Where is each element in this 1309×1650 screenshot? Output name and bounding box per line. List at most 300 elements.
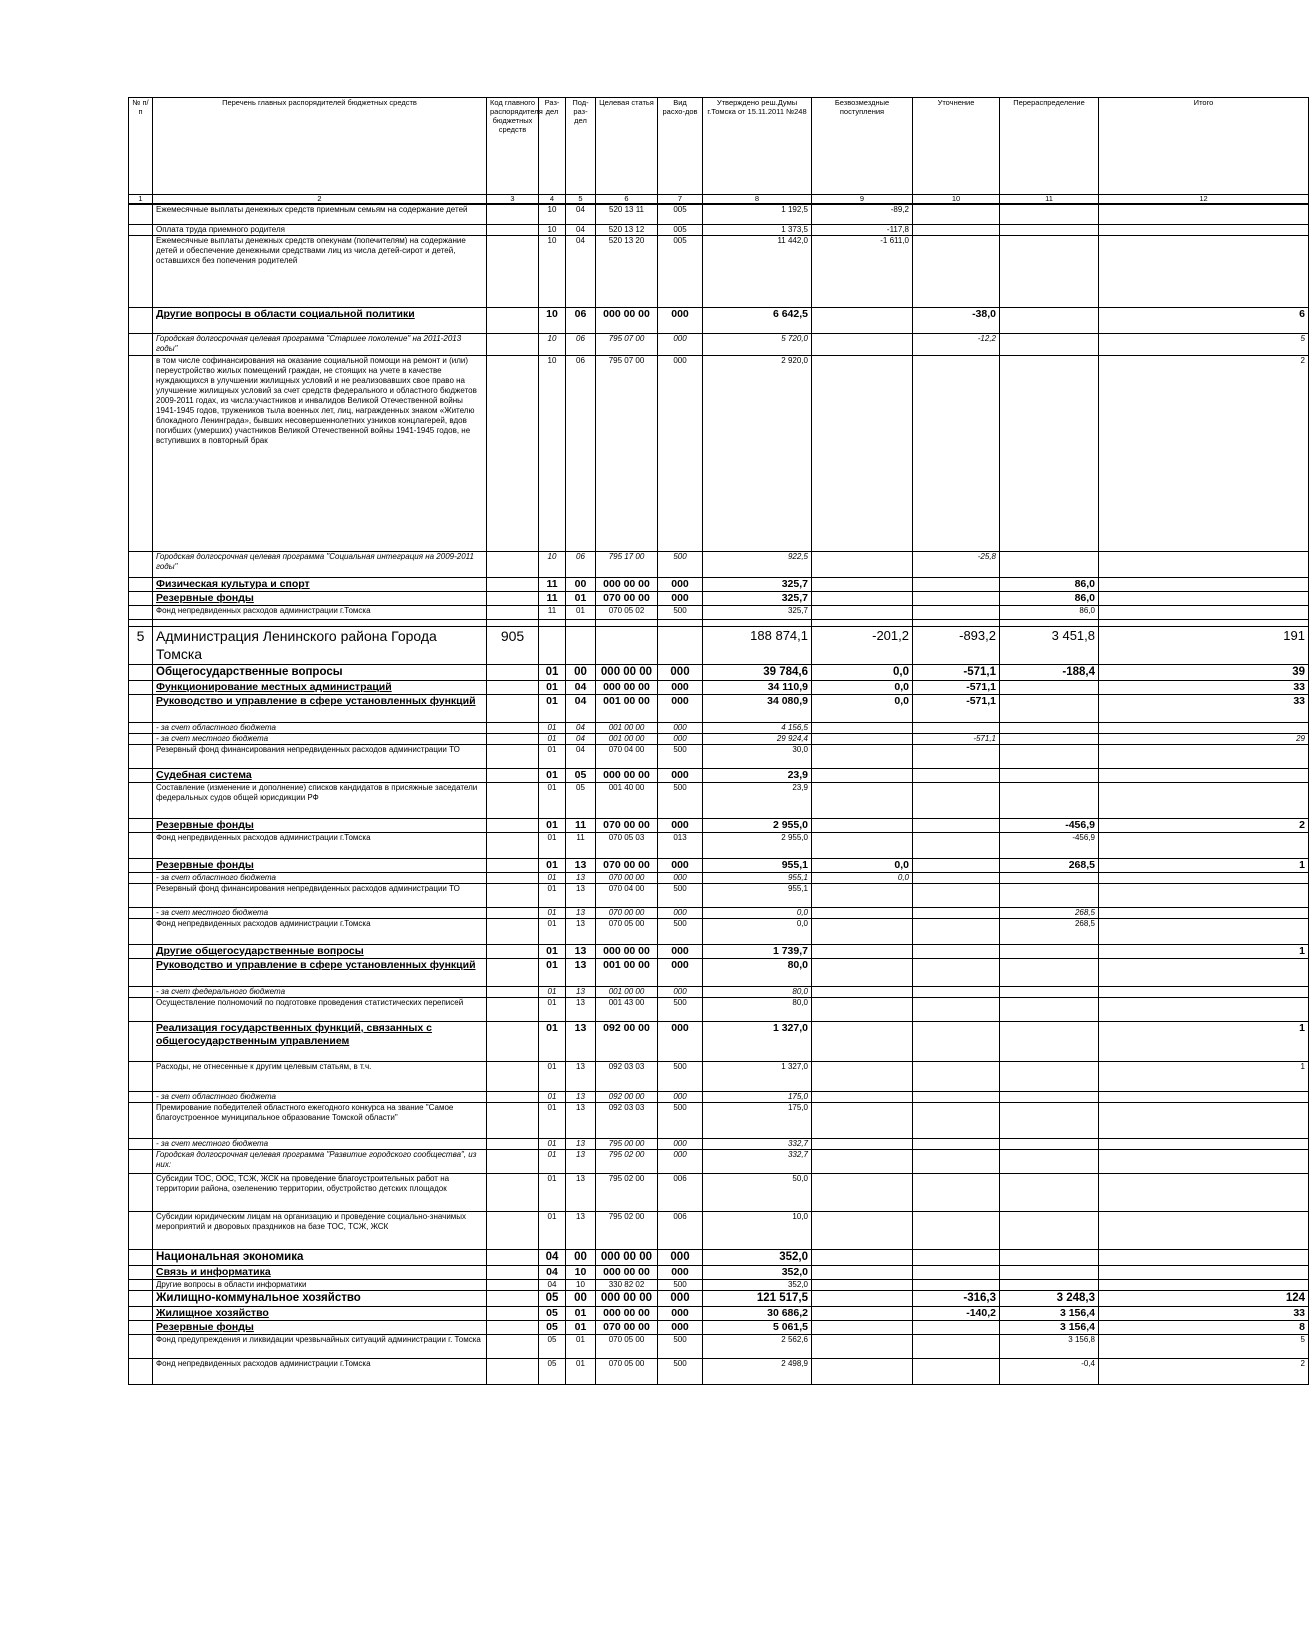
total-amount [1099, 986, 1309, 997]
razdel-code: 01 [539, 1102, 566, 1138]
row-number [129, 1061, 153, 1091]
approved-amount: 955,1 [703, 883, 812, 907]
row-number [129, 235, 153, 307]
expense-type-code: 500 [658, 1334, 703, 1358]
total-amount: 5 [1099, 1334, 1309, 1358]
expense-type-code: 000 [658, 1265, 703, 1279]
expense-type-code: 000 [658, 355, 703, 551]
spacer-cell [539, 619, 566, 626]
chief-admin-code: 905 [487, 626, 539, 664]
total-amount [1099, 722, 1309, 733]
target-article-code: 092 00 00 [596, 1091, 658, 1102]
redistribution-amount [1000, 1173, 1099, 1211]
razdel-code: 04 [539, 1279, 566, 1290]
razdel-code: 10 [539, 235, 566, 307]
row-number [129, 1138, 153, 1149]
table-row [129, 1358, 1309, 1384]
expense-type-code: 000 [658, 1149, 703, 1173]
refinement-amount: -571,1 [913, 694, 1000, 722]
chief-admin-code [487, 1138, 539, 1149]
table-row [129, 694, 1309, 722]
total-amount [1099, 605, 1309, 619]
razdel-code: 10 [539, 204, 566, 224]
row-number: 5 [129, 626, 153, 664]
target-article-code: 795 00 00 [596, 1138, 658, 1149]
target-article-code: 795 07 00 [596, 355, 658, 551]
chief-admin-code [487, 782, 539, 818]
expense-type-code: 500 [658, 883, 703, 907]
chief-admin-code [487, 1306, 539, 1320]
expense-type-code: 000 [658, 907, 703, 918]
table-row [129, 768, 1309, 782]
header-col-5: Под-раз-дел [566, 98, 596, 195]
refinement-amount [913, 997, 1000, 1021]
total-amount: 1 [1099, 944, 1309, 958]
target-article-code [596, 626, 658, 664]
budget-item-name: - за счет областного бюджета [153, 722, 487, 733]
redistribution-amount [1000, 986, 1099, 997]
razdel-code: 10 [539, 355, 566, 551]
razdel-code: 01 [539, 1061, 566, 1091]
col-number: 7 [658, 195, 703, 205]
total-amount: 1 [1099, 1021, 1309, 1061]
budget-item-name: Резервный фонд финансирования непредвиденных расходов администрации ТО [153, 744, 487, 768]
podrazdel-code: 05 [566, 782, 596, 818]
razdel-code: 10 [539, 224, 566, 235]
target-article-code: 000 00 00 [596, 1306, 658, 1320]
podrazdel-code: 13 [566, 918, 596, 944]
refinement-amount [913, 722, 1000, 733]
grants-amount [812, 1061, 913, 1091]
grants-amount: 0,0 [812, 858, 913, 872]
podrazdel-code: 01 [566, 605, 596, 619]
total-amount [1099, 1102, 1309, 1138]
chief-admin-code [487, 958, 539, 986]
razdel-code: 01 [539, 1173, 566, 1211]
chief-admin-code [487, 1290, 539, 1306]
expense-type-code: 000 [658, 664, 703, 680]
chief-admin-code [487, 1265, 539, 1279]
total-amount: 33 [1099, 680, 1309, 694]
table-row [129, 1265, 1309, 1279]
podrazdel-code: 06 [566, 355, 596, 551]
table-row [129, 1138, 1309, 1149]
podrazdel-code: 04 [566, 722, 596, 733]
podrazdel-code: 06 [566, 333, 596, 355]
row-number [129, 768, 153, 782]
target-article-code: 070 05 00 [596, 1334, 658, 1358]
target-article-code: 070 04 00 [596, 744, 658, 768]
podrazdel-code: 04 [566, 235, 596, 307]
total-amount [1099, 768, 1309, 782]
row-number [129, 224, 153, 235]
redistribution-amount [1000, 1279, 1099, 1290]
redistribution-amount [1000, 1061, 1099, 1091]
podrazdel-code: 04 [566, 733, 596, 744]
spacer-cell [1099, 619, 1309, 626]
podrazdel-code: 13 [566, 1138, 596, 1149]
total-amount [1099, 997, 1309, 1021]
row-number [129, 1306, 153, 1320]
refinement-amount [913, 1279, 1000, 1290]
refinement-amount: -38,0 [913, 307, 1000, 333]
podrazdel-code: 00 [566, 1290, 596, 1306]
target-article-code: 330 82 02 [596, 1279, 658, 1290]
approved-amount: 2 955,0 [703, 832, 812, 858]
row-number [129, 958, 153, 986]
chief-admin-code [487, 733, 539, 744]
spacer-cell [1000, 619, 1099, 626]
column-number-row [129, 195, 1309, 205]
target-article-code: 070 04 00 [596, 883, 658, 907]
chief-admin-code [487, 680, 539, 694]
grants-amount [812, 768, 913, 782]
grants-amount: -117,8 [812, 224, 913, 235]
expense-type-code: 000 [658, 694, 703, 722]
razdel-code: 05 [539, 1290, 566, 1306]
grants-amount [812, 958, 913, 986]
podrazdel-code: 00 [566, 1249, 596, 1265]
target-article-code: 520 13 12 [596, 224, 658, 235]
table-row [129, 1279, 1309, 1290]
grants-amount: -1 611,0 [812, 235, 913, 307]
redistribution-amount [1000, 944, 1099, 958]
spacer-cell [812, 619, 913, 626]
target-article-code: 001 00 00 [596, 986, 658, 997]
chief-admin-code [487, 1279, 539, 1290]
budget-item-name: Другие общегосударственные вопросы [153, 944, 487, 958]
grants-amount [812, 818, 913, 832]
expense-type-code: 005 [658, 204, 703, 224]
refinement-amount [913, 872, 1000, 883]
table-row [129, 1173, 1309, 1211]
row-number [129, 1211, 153, 1249]
expense-type-code: 000 [658, 733, 703, 744]
expense-type-code: 000 [658, 1290, 703, 1306]
redistribution-amount [1000, 1265, 1099, 1279]
expense-type-code: 000 [658, 818, 703, 832]
grants-amount [812, 1306, 913, 1320]
refinement-amount [913, 782, 1000, 818]
refinement-amount [913, 591, 1000, 605]
grants-amount [812, 1138, 913, 1149]
table-row [129, 907, 1309, 918]
chief-admin-code [487, 355, 539, 551]
grants-amount [812, 1211, 913, 1249]
approved-amount: 325,7 [703, 591, 812, 605]
total-amount [1099, 832, 1309, 858]
approved-amount: 955,1 [703, 872, 812, 883]
chief-admin-code [487, 722, 539, 733]
row-number [129, 1102, 153, 1138]
razdel-code: 01 [539, 1149, 566, 1173]
target-article-code: 001 00 00 [596, 958, 658, 986]
razdel-code: 01 [539, 1138, 566, 1149]
refinement-amount [913, 744, 1000, 768]
chief-admin-code [487, 818, 539, 832]
total-amount: 2 [1099, 818, 1309, 832]
row-number [129, 1290, 153, 1306]
row-number [129, 944, 153, 958]
razdel-code: 11 [539, 605, 566, 619]
row-number [129, 733, 153, 744]
podrazdel-code: 00 [566, 664, 596, 680]
grants-amount: 0,0 [812, 664, 913, 680]
grants-amount [812, 782, 913, 818]
podrazdel-code: 13 [566, 907, 596, 918]
expense-type-code: 000 [658, 872, 703, 883]
podrazdel-code: 01 [566, 591, 596, 605]
refinement-amount: -316,3 [913, 1290, 1000, 1306]
table-row [129, 1290, 1309, 1306]
target-article-code: 070 05 02 [596, 605, 658, 619]
target-article-code: 795 02 00 [596, 1211, 658, 1249]
spacer-cell [913, 619, 1000, 626]
razdel-code: 10 [539, 307, 566, 333]
grants-amount [812, 1320, 913, 1334]
approved-amount: 80,0 [703, 958, 812, 986]
approved-amount: 175,0 [703, 1091, 812, 1102]
grants-amount [812, 355, 913, 551]
podrazdel-code: 06 [566, 307, 596, 333]
razdel-code: 01 [539, 768, 566, 782]
grants-amount [812, 907, 913, 918]
podrazdel-code: 01 [566, 1334, 596, 1358]
row-number [129, 680, 153, 694]
approved-amount: 188 874,1 [703, 626, 812, 664]
expense-type-code: 500 [658, 1279, 703, 1290]
budget-item-name: - за счет областного бюджета [153, 1091, 487, 1102]
chief-admin-code [487, 694, 539, 722]
podrazdel-code: 10 [566, 1279, 596, 1290]
total-amount: 124 [1099, 1290, 1309, 1306]
expense-type-code: 000 [658, 858, 703, 872]
total-amount: 39 [1099, 664, 1309, 680]
spacer-cell [153, 619, 487, 626]
razdel-code [539, 626, 566, 664]
table-row [129, 818, 1309, 832]
budget-item-name: - за счет местного бюджета [153, 733, 487, 744]
razdel-code: 01 [539, 733, 566, 744]
podrazdel-code: 04 [566, 694, 596, 722]
target-article-code: 000 00 00 [596, 664, 658, 680]
refinement-amount: -12,2 [913, 333, 1000, 355]
approved-amount: 0,0 [703, 907, 812, 918]
grants-amount [812, 307, 913, 333]
refinement-amount [913, 204, 1000, 224]
chief-admin-code [487, 1211, 539, 1249]
chief-admin-code [487, 1021, 539, 1061]
approved-amount: 955,1 [703, 858, 812, 872]
redistribution-amount [1000, 872, 1099, 883]
chief-admin-code [487, 577, 539, 591]
row-number [129, 1249, 153, 1265]
target-article-code: 070 00 00 [596, 872, 658, 883]
table-row [129, 551, 1309, 577]
expense-type-code: 006 [658, 1173, 703, 1211]
grants-amount [812, 577, 913, 591]
budget-item-name: в том числе софинансирования на оказание социальной помощи на ремонт и (или) переустройство жилых помещений граждан, не стоящих на учете в качестве нуждающихся в улучшении жилищных условий и не реализовавших свое право на улучшение жилищных условий за счет средств федерального и областного бюджетов 2009-2011 годах, из числа:участников и инвалидов Великой Отечественной войны 1941-1945 годов, тружеников тыла военных лет, лиц, награжденных знаком «Жителю блокадного Ленинграда», бывших несовершеннолетних узников концлагерей, вдов погибших (умерших) участников Великой Отечественной войны 1941-1945 годов, не вступивших в повторный брак [153, 355, 487, 551]
podrazdel-code: 11 [566, 832, 596, 858]
redistribution-amount [1000, 680, 1099, 694]
table-row [129, 1211, 1309, 1249]
table-row [129, 619, 1309, 626]
table-row [129, 1320, 1309, 1334]
budget-item-name: Субсидии ТОС, ООС, ТСЖ, ЖСК на проведение благоустроительных работ на территории района, озеленению территории, обустройство детских площадок [153, 1173, 487, 1211]
spacer-cell [658, 619, 703, 626]
expense-type-code: 500 [658, 1061, 703, 1091]
table-row [129, 944, 1309, 958]
grants-amount [812, 944, 913, 958]
target-article-code: 000 00 00 [596, 768, 658, 782]
target-article-code: 000 00 00 [596, 577, 658, 591]
chief-admin-code [487, 591, 539, 605]
expense-type-code: 500 [658, 551, 703, 577]
header-col-11: Перераспределение [1000, 98, 1099, 195]
budget-item-name: Фонд непредвиденных расходов администрации г.Томска [153, 918, 487, 944]
target-article-code: 070 00 00 [596, 858, 658, 872]
approved-amount: 325,7 [703, 577, 812, 591]
expense-type-code: 000 [658, 680, 703, 694]
refinement-amount [913, 907, 1000, 918]
redistribution-amount: 3 156,4 [1000, 1320, 1099, 1334]
target-article-code: 000 00 00 [596, 1249, 658, 1265]
podrazdel-code: 04 [566, 680, 596, 694]
redistribution-amount [1000, 744, 1099, 768]
refinement-amount: -893,2 [913, 626, 1000, 664]
chief-admin-code [487, 1334, 539, 1358]
grants-amount [812, 1358, 913, 1384]
table-row [129, 918, 1309, 944]
total-amount [1099, 1091, 1309, 1102]
target-article-code: 000 00 00 [596, 307, 658, 333]
table-row [129, 832, 1309, 858]
podrazdel-code: 13 [566, 986, 596, 997]
budget-item-name: Ежемесячные выплаты денежных средств приемным семьям на содержание детей [153, 204, 487, 224]
razdel-code: 01 [539, 722, 566, 733]
header-col-8: Утверждено реш.Думы г.Томска от 15.11.2011 №248 [703, 98, 812, 195]
podrazdel-code: 13 [566, 944, 596, 958]
total-amount [1099, 958, 1309, 986]
target-article-code: 070 00 00 [596, 818, 658, 832]
approved-amount: 23,9 [703, 782, 812, 818]
razdel-code: 04 [539, 1249, 566, 1265]
budget-item-name: Резервные фонды [153, 818, 487, 832]
grants-amount [812, 733, 913, 744]
redistribution-amount [1000, 722, 1099, 733]
budget-item-name: Резервные фонды [153, 591, 487, 605]
approved-amount: 352,0 [703, 1265, 812, 1279]
header-col-10: Уточнение [913, 98, 1000, 195]
refinement-amount [913, 818, 1000, 832]
budget-item-name: Субсидии юридическим лицам на организацию и проведение социально-значимых мероприятий и дворовых праздников на базе ТОС, ТСЖ, ЖСК [153, 1211, 487, 1249]
row-number [129, 1173, 153, 1211]
budget-item-name: Фонд предупреждения и ликвидации чрезвычайных ситуаций администрации г. Томска [153, 1334, 487, 1358]
approved-amount: 10,0 [703, 1211, 812, 1249]
expense-type-code: 000 [658, 1021, 703, 1061]
podrazdel-code: 04 [566, 204, 596, 224]
table-row [129, 307, 1309, 333]
redistribution-amount [1000, 997, 1099, 1021]
total-amount [1099, 872, 1309, 883]
redistribution-amount: 3 451,8 [1000, 626, 1099, 664]
expense-type-code: 000 [658, 307, 703, 333]
grants-amount [812, 986, 913, 997]
table-row [129, 333, 1309, 355]
grants-amount [812, 1091, 913, 1102]
approved-amount: 50,0 [703, 1173, 812, 1211]
table-row [129, 1306, 1309, 1320]
chief-admin-code [487, 997, 539, 1021]
redistribution-amount: -188,4 [1000, 664, 1099, 680]
refinement-amount [913, 1265, 1000, 1279]
redistribution-amount: 86,0 [1000, 605, 1099, 619]
row-number [129, 1320, 153, 1334]
chief-admin-code [487, 858, 539, 872]
total-amount [1099, 1138, 1309, 1149]
spacer-cell [487, 619, 539, 626]
razdel-code: 01 [539, 907, 566, 918]
row-number [129, 722, 153, 733]
table-row [129, 204, 1309, 224]
podrazdel-code: 13 [566, 858, 596, 872]
approved-amount: 6 642,5 [703, 307, 812, 333]
spacer-cell [566, 619, 596, 626]
redistribution-amount [1000, 768, 1099, 782]
chief-admin-code [487, 986, 539, 997]
grants-amount [812, 551, 913, 577]
refinement-amount: -571,1 [913, 680, 1000, 694]
table-row [129, 1102, 1309, 1138]
razdel-code: 01 [539, 958, 566, 986]
col-number: 2 [153, 195, 487, 205]
budget-item-name: - за счет местного бюджета [153, 1138, 487, 1149]
podrazdel-code: 04 [566, 744, 596, 768]
table-row [129, 1249, 1309, 1265]
refinement-amount [913, 986, 1000, 997]
expense-type-code: 000 [658, 577, 703, 591]
grants-amount [812, 1149, 913, 1173]
total-amount [1099, 918, 1309, 944]
col-number: 12 [1099, 195, 1309, 205]
total-amount [1099, 1265, 1309, 1279]
spacer-cell [596, 619, 658, 626]
redistribution-amount: 3 156,8 [1000, 1334, 1099, 1358]
grants-amount: -201,2 [812, 626, 913, 664]
chief-admin-code [487, 605, 539, 619]
total-amount [1099, 1249, 1309, 1265]
total-amount: 5 [1099, 333, 1309, 355]
total-amount [1099, 1279, 1309, 1290]
approved-amount: 332,7 [703, 1149, 812, 1173]
redistribution-amount: 3 156,4 [1000, 1306, 1099, 1320]
budget-item-name: Фонд непредвиденных расходов администрации г.Томска [153, 605, 487, 619]
redistribution-amount [1000, 355, 1099, 551]
expense-type-code: 500 [658, 1358, 703, 1384]
budget-item-name: Другие вопросы в области информатики [153, 1279, 487, 1290]
refinement-amount [913, 577, 1000, 591]
chief-admin-code [487, 883, 539, 907]
refinement-amount [913, 958, 1000, 986]
header-col-3: Код главного распорядителя бюджетных средств [487, 98, 539, 195]
chief-admin-code [487, 907, 539, 918]
grants-amount [812, 1021, 913, 1061]
approved-amount: 1 739,7 [703, 944, 812, 958]
total-amount [1099, 551, 1309, 577]
refinement-amount [913, 1138, 1000, 1149]
refinement-amount [913, 1021, 1000, 1061]
col-number: 8 [703, 195, 812, 205]
